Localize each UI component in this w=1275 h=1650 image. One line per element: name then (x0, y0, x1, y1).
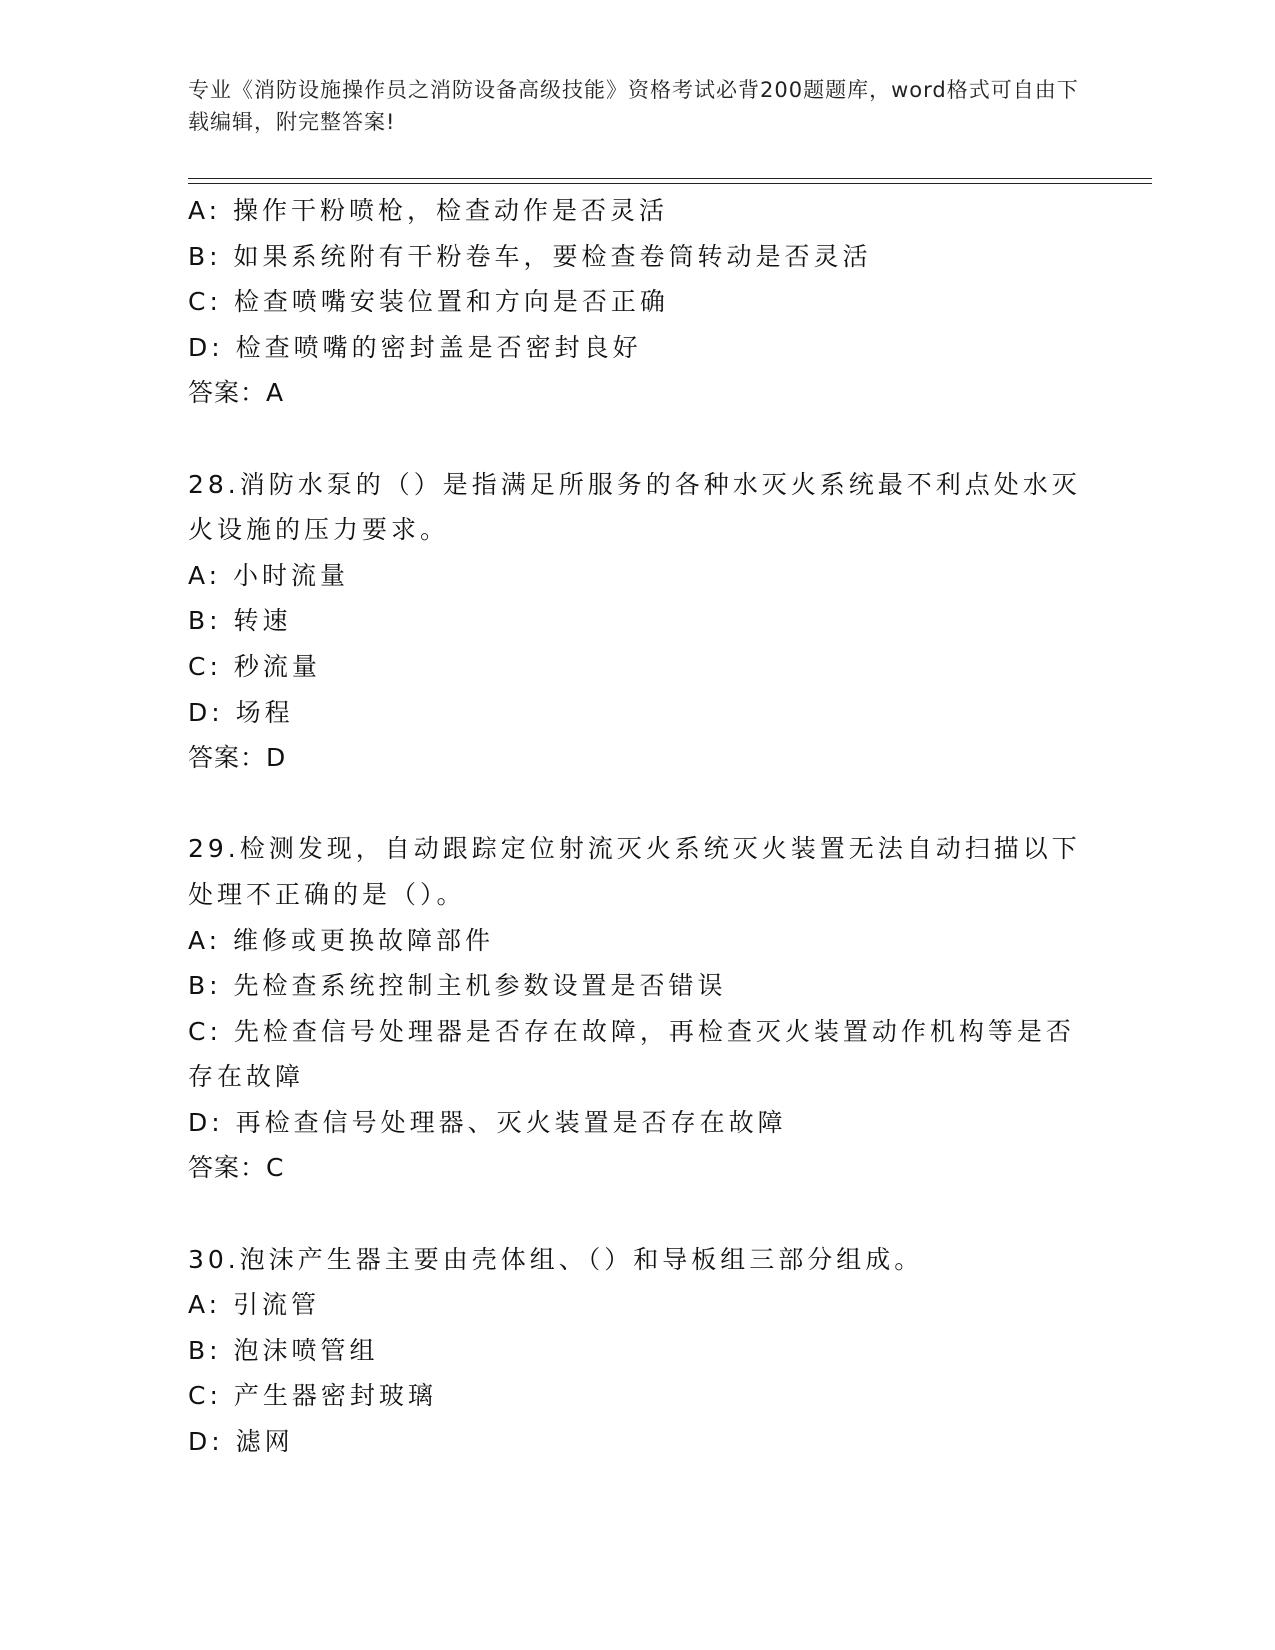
answer-line: 答案：D (188, 743, 287, 773)
spacer (188, 1191, 1088, 1237)
option-a: A: 维修或更换故障部件 (188, 925, 495, 955)
option-b: B: 泡沫喷管组 (188, 1335, 379, 1365)
option-b: B: 先检查系统控制主机参数设置是否错误 (188, 971, 727, 1001)
option-a: A: 引流管 (188, 1290, 321, 1320)
header-divider-top (188, 178, 1152, 179)
question-block-29 (188, 826, 1088, 1191)
question-block-30 (188, 1237, 1088, 1465)
question-block-28 (188, 462, 1088, 781)
option-a: A: 操作干粉喷枪，检查动作是否灵活 (188, 196, 669, 225)
option-d: D: 滤网 (188, 1427, 294, 1457)
answer-line: 答案：A (188, 378, 285, 408)
option-c: C: 先检查信号处理器是否存在故障，再检查灭火装置动作机构等是否 (188, 1016, 1075, 1046)
option-b: B: 如果系统附有干粉卷车，要检查卷筒转动是否灵活 (188, 241, 872, 271)
question-block-prev (188, 188, 1088, 416)
option-d: D: 检查喷嘴的密封盖是否密封良好 (188, 332, 642, 362)
option-c: C: 秒流量 (188, 651, 321, 681)
option-b: B: 转速 (188, 606, 292, 636)
question-stem-line: 28.消防水泵的（）是指满足所服务的各种水灭火系统最不利点处水灭 (188, 469, 1081, 499)
option-c: C: 检查喷嘴安装位置和方向是否正确 (188, 287, 669, 317)
question-stem-line: 处理不正确的是（）。 (188, 879, 466, 909)
option-a: A: 小时流量 (188, 560, 350, 590)
spacer (188, 416, 1088, 462)
spacer (188, 781, 1088, 827)
question-stem-line: 30.泡沫产生器主要由壳体组、（）和导板组三部分组成。 (188, 1244, 924, 1274)
answer-line: 答案：C (188, 1153, 285, 1183)
option-d: D: 再检查信号处理器、灭火装置是否存在故障 (188, 1107, 787, 1137)
question-content (188, 188, 1088, 1465)
option-c-continued: 存在故障 (188, 1062, 305, 1092)
question-stem-line: 29.检测发现，自动跟踪定位射流灭火系统灭火装置无法自动扫描以下 (188, 834, 1081, 864)
page-header: 专业《消防设施操作员之消防设备高级技能》资格考试必背200题题库，word格式可自由下载编辑，附完整答案! (188, 78, 1079, 134)
option-d: D: 场程 (188, 697, 294, 727)
question-stem-line: 火设施的压力要求。 (188, 515, 450, 545)
option-c: C: 产生器密封玻璃 (188, 1381, 437, 1411)
header-divider-bottom (188, 183, 1152, 184)
